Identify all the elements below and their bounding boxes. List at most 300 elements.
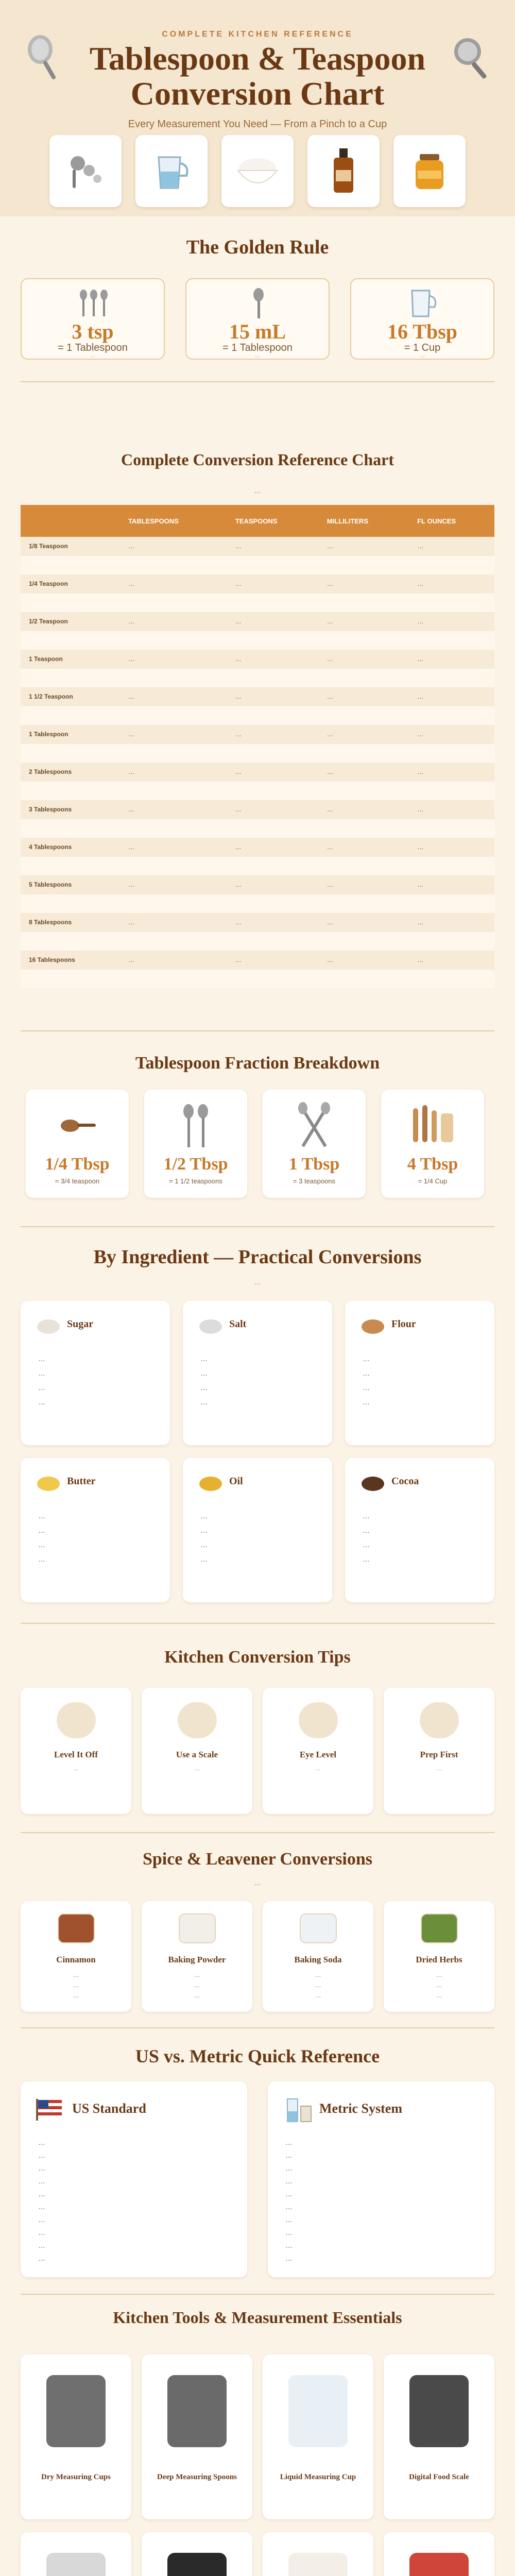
spice-line: … [315,1971,321,1978]
table-cell-unit [21,894,120,913]
table-cell [319,819,409,838]
page-title [0,41,515,111]
flour-sifter-icon [46,2553,106,2576]
table-cell: … [120,875,227,894]
tools-title: Kitchen Tools & Measurement Essentials [113,2308,402,2327]
three-teaspoons-icon [76,287,111,319]
table-cell: … [319,537,409,556]
spice-name: Cinnamon [56,1955,96,1964]
table-cell [120,970,227,989]
spice-line: … [73,1992,79,1999]
reference-line: … [285,2138,293,2146]
ingredient-line: … [38,1526,45,1534]
tip-title: Use a Scale [176,1750,218,1759]
reference-line: … [38,2177,45,2185]
ingredient-card [183,1301,332,1445]
table-cell [227,556,319,575]
tool-card [263,2354,373,2519]
spice-line: … [315,1981,321,1989]
oil-icon [198,1471,223,1492]
spice-line: … [73,1971,79,1978]
table-cell: … [227,725,319,744]
measuring-spoons-tile [49,135,122,207]
measuring-cup-tile [135,135,208,207]
table-cell-unit: 1 1/2 Teaspoon [21,687,120,706]
reference-line: … [285,2254,293,2262]
baking-soda-icon [300,1913,337,1943]
table-cell: … [409,913,494,932]
tool-label: Liquid Measuring Cup [280,2473,356,2481]
table-header-row [21,505,494,537]
eye-level-cup-icon [299,1702,338,1738]
leveling-scraper-icon [167,2553,227,2576]
spice-line: … [194,1971,200,1978]
fraction-title: Tablespoon Fraction Breakdown [135,1054,380,1073]
table-cell-unit [21,857,120,876]
tool-card [263,2532,373,2576]
golden-rule-equals: = 1 Cup [404,342,441,353]
table-row [21,875,494,894]
header-icon-row [49,135,466,207]
ingredient-card [183,1458,332,1602]
ingredient-line: … [363,1512,370,1520]
reference-line: … [38,2228,45,2236]
table-cell [409,594,494,613]
table-cell [409,894,494,913]
table-cell: … [120,537,227,556]
tool-card [21,2354,131,2519]
golden-rule-value: 15 mL [229,320,286,343]
table-cell [409,819,494,838]
table-cell: … [409,650,494,669]
table-cell [409,669,494,688]
table-cell: … [409,537,494,556]
fraction-value: 1/2 Tbsp [163,1155,228,1174]
table-cell-unit [21,932,120,951]
table-cell: … [227,838,319,857]
tip-text: … [436,1766,442,1772]
column-header-unit [21,505,120,537]
us-standard-heading: US Standard [72,2101,146,2116]
table-cell [409,631,494,650]
table-cell: … [319,650,409,669]
tip-card [384,1688,494,1814]
fraction-subtext: = 3/4 teaspoon [55,1177,100,1185]
tip-title: Eye Level [299,1750,337,1759]
us-flag-icon [35,2098,64,2121]
scale-icon [178,1702,217,1738]
reference-chart-title: Complete Conversion Reference Chart [121,450,394,469]
table-cell [227,857,319,876]
ingredient-line: … [363,1354,370,1363]
table-row [21,687,494,706]
table-cell-unit: 3 Tablespoons [21,800,120,819]
golden-rule-note: … [254,352,261,359]
spice-card [263,1901,373,2012]
tablespoon-icon [249,287,268,319]
table-cell-unit [21,556,120,575]
fraction-card-4 [381,1090,484,1198]
table-cell [319,782,409,801]
reference-line: … [285,2190,293,2198]
ingredient-line: … [200,1383,208,1392]
reference-line: … [38,2202,45,2211]
reference-chart-subtitle: … [254,486,261,495]
table-cell: … [409,687,494,706]
us-standard-card [21,2081,247,2277]
baking-powder-icon [179,1913,216,1943]
table-cell [409,857,494,876]
table-cell: … [319,762,409,782]
table-cell: … [319,687,409,706]
table-cell: … [120,838,227,857]
table-row [21,970,494,989]
table-cell: … [120,725,227,744]
table-cell: … [120,574,227,594]
table-cell [319,669,409,688]
table-cell: … [409,762,494,782]
table-cell: … [227,537,319,556]
spice-line: … [73,1981,79,1989]
spice-name: Baking Powder [168,1955,226,1964]
measuring-spoons-icon [167,2375,227,2447]
reference-line: … [38,2215,45,2224]
ingredient-card [21,1458,170,1602]
table-cell [120,819,227,838]
ingredient-line: … [200,1354,208,1363]
table-cell [409,706,494,725]
table-row [21,725,494,744]
table-row [21,838,494,857]
salt-icon [198,1314,223,1335]
spice-name: Baking Soda [294,1955,342,1964]
golden-rule-equals: = 1 Tablespoon [222,342,293,353]
table-cell [120,556,227,575]
vanilla-bottle-icon [325,145,362,197]
golden-rule-equals: = 1 Tablespoon [58,342,128,353]
title-line-1: Tablespoon & Teaspoon [89,40,426,77]
table-cell-unit: 2 Tablespoons [21,762,120,782]
reference-line: … [38,2164,45,2172]
table-cell: … [319,838,409,857]
ingredients-title: By Ingredient — Practical Conversions [93,1246,422,1268]
table-cell [120,857,227,876]
table-cell [227,819,319,838]
ingredient-line: … [200,1555,208,1563]
table-cell: … [120,800,227,819]
fraction-card-2 [144,1090,247,1198]
table-cell: … [409,875,494,894]
table-cell: … [409,574,494,594]
table-cell-unit: 4 Tablespoons [21,838,120,857]
table-cell: … [319,800,409,819]
ingredient-line: … [38,1354,45,1363]
table-cell: … [227,762,319,782]
tool-card [384,2354,494,2519]
measuring-spoons-icon [62,148,109,194]
table-cell: … [227,650,319,669]
ingredient-name: Flour [391,1318,416,1330]
table-cell-unit: 5 Tablespoons [21,875,120,894]
table-cell [409,932,494,951]
spice-line: … [194,1992,200,1999]
ingredient-line: … [200,1398,208,1406]
table-cell: … [227,574,319,594]
spice-line: … [436,1981,442,1989]
reference-line: … [285,2215,293,2224]
header [0,0,515,216]
tool-label: Deep Measuring Spoons [157,2473,237,2481]
table-cell [120,894,227,913]
tool-card [21,2532,131,2576]
table-cell: … [120,687,227,706]
spice-card [142,1901,252,2012]
table-cell: … [120,650,227,669]
tool-card [142,2532,252,2576]
table-cell-unit: 1 Teaspoon [21,650,120,669]
table-row [21,706,494,725]
fraction-value: 1/4 Tbsp [45,1155,110,1174]
table-row [21,744,494,763]
table-row [21,594,494,613]
table-cell [227,706,319,725]
flour-bowl-tile [221,135,294,207]
table-cell-unit [21,631,120,650]
metric-heading: Metric System [319,2101,402,2116]
table-cell: … [409,725,494,744]
silicone-spatula-icon [409,2553,469,2576]
header-subtitle: Every Measurement You Need — From a Pinch to a Cup [128,118,387,130]
butter-icon [36,1471,61,1492]
ingredient-line: … [38,1398,45,1406]
divider [21,1030,494,1031]
table-cell: … [409,612,494,631]
table-row [21,857,494,876]
crossed-spoons-icon [294,1100,335,1149]
table-cell [319,706,409,725]
ingredient-line: … [38,1369,45,1377]
ingredients-subtitle: … [254,1278,261,1286]
table-cell [120,631,227,650]
table-cell [120,932,227,951]
table-cell-unit: 1/2 Teaspoon [21,612,120,631]
table-cell-unit: 1/4 Teaspoon [21,574,120,594]
reference-line: … [285,2177,293,2185]
dry-measuring-cups-icon [46,2375,106,2447]
table-cell [409,970,494,989]
ingredient-card [345,1458,494,1602]
ingredient-name: Cocoa [391,1476,419,1487]
tip-card [21,1688,131,1814]
table-cell [227,669,319,688]
table-row [21,782,494,801]
table-cell [120,782,227,801]
reference-line: … [38,2190,45,2198]
tip-title: Prep First [420,1750,458,1759]
table-row [21,631,494,650]
table-cell: … [120,951,227,970]
column-header: MILLILITERS [319,505,409,537]
ingredient-line: … [363,1526,370,1534]
table-cell: … [409,838,494,857]
golden-rule-value: 16 Tbsp [387,320,457,343]
table-cell: … [227,612,319,631]
table-row [21,612,494,631]
two-spoons-icon [175,1100,216,1149]
reference-line: … [38,2254,45,2262]
table-row [21,556,494,575]
table-cell [227,782,319,801]
header-tagline: COMPLETE KITCHEN REFERENCE [162,30,353,39]
table-cell-unit [21,706,120,725]
table-cell: … [227,875,319,894]
spice-card [21,1901,131,2012]
fraction-subtext: = 3 teaspoons [293,1177,336,1185]
divider [21,381,494,382]
table-cell [319,556,409,575]
food-scale-icon [409,2375,469,2447]
table-row [21,669,494,688]
table-cell-unit [21,669,120,688]
ingredient-card [21,1301,170,1445]
table-row [21,650,494,669]
column-header: TEASPOONS [227,505,319,537]
ingredient-line: … [38,1540,45,1549]
table-cell [409,782,494,801]
flatbread-icon [57,1702,96,1738]
table-cell [409,556,494,575]
table-cell-unit: 16 Tablespoons [21,951,120,970]
table-cell [319,932,409,951]
reference-line: … [285,2241,293,2249]
tip-text: … [315,1766,321,1772]
table-body [21,537,494,988]
table-cell [319,857,409,876]
table-row [21,932,494,951]
spice-line: … [194,1981,200,1989]
golden-rule-value: 3 tsp [72,320,114,343]
cocoa-icon [360,1471,385,1492]
fraction-value: 4 Tbsp [407,1155,458,1174]
table-cell [227,594,319,613]
sugar-icon [36,1314,61,1335]
ingredient-line: … [363,1555,370,1563]
table-cell-unit [21,744,120,763]
reference-line: … [38,2138,45,2146]
reference-line: … [38,2151,45,2159]
reference-line: … [285,2202,293,2211]
table-cell [319,970,409,989]
table-cell: … [319,875,409,894]
spices-title: Spice & Leavener Conversions [142,1850,373,1869]
ingredient-line: … [38,1383,45,1392]
ingredient-line: … [200,1540,208,1549]
table-cell-unit [21,782,120,801]
table-cell [227,894,319,913]
spice-name: Dried Herbs [416,1955,462,1964]
ingredient-line: … [200,1512,208,1520]
conversion-table [21,505,494,988]
measuring-cup-icon [148,148,195,194]
ramekin-icon [288,2553,348,2576]
tool-card [142,2354,252,2519]
ingredient-line: … [200,1369,208,1377]
ingredient-name: Sugar [67,1318,94,1330]
divider [21,1226,494,1227]
table-cell: … [319,612,409,631]
tips-title: Kitchen Conversion Tips [164,1648,351,1667]
ingredient-line: … [363,1369,370,1377]
ingredient-name: Butter [67,1476,96,1487]
tool-card [384,2532,494,2576]
ingredient-line: … [363,1540,370,1549]
table-row [21,951,494,970]
table-cell [120,594,227,613]
divider [21,1832,494,1833]
measuring-cup-icon [408,286,439,319]
spice-line: … [436,1992,442,1999]
table-cell [227,744,319,763]
golden-rule-note: … [90,352,96,359]
table-cell [120,669,227,688]
table-cell: … [120,913,227,932]
table-cell [227,932,319,951]
ingredient-line: … [363,1383,370,1392]
metric-cylinder-icon [282,2096,313,2124]
divider [21,2027,494,2028]
spice-line: … [315,1992,321,1999]
wooden-spoon-set-icon [408,1103,457,1146]
table-cell: … [227,951,319,970]
spice-line: … [436,1971,442,1978]
table-cell: … [319,725,409,744]
table-cell-unit: 1 Tablespoon [21,725,120,744]
table-row [21,913,494,932]
ingredient-line: … [200,1526,208,1534]
table-row [21,537,494,556]
spice-card [384,1901,494,2012]
table-cell [319,894,409,913]
column-header: FL OUNCES [409,505,494,537]
ingredient-line: … [363,1398,370,1406]
reference-line: … [38,2241,45,2249]
liquid-measuring-cup-icon [288,2375,348,2447]
table-cell: … [319,913,409,932]
table-cell [120,744,227,763]
title-line-2: Conversion Chart [130,75,385,112]
spices-subtitle: … [254,1878,261,1887]
table-row [21,819,494,838]
ingredient-card [345,1301,494,1445]
tip-card [142,1688,252,1814]
table-cell-unit: 1/8 Teaspoon [21,537,120,556]
table-cell: … [227,913,319,932]
table-cell: … [409,951,494,970]
fraction-value: 1 Tbsp [288,1155,340,1174]
us-metric-title: US vs. Metric Quick Reference [135,2046,380,2066]
golden-rule-card-1 [21,278,165,360]
reference-line: … [285,2164,293,2172]
golden-rule-card-3 [350,278,494,360]
table-row [21,574,494,594]
table-cell [319,594,409,613]
tip-text: … [73,1766,79,1772]
table-cell: … [319,574,409,594]
cutting-board-icon [420,1702,459,1738]
reference-line: … [285,2151,293,2159]
table-cell-unit [21,819,120,838]
column-header: TABLESPOONS [120,505,227,537]
